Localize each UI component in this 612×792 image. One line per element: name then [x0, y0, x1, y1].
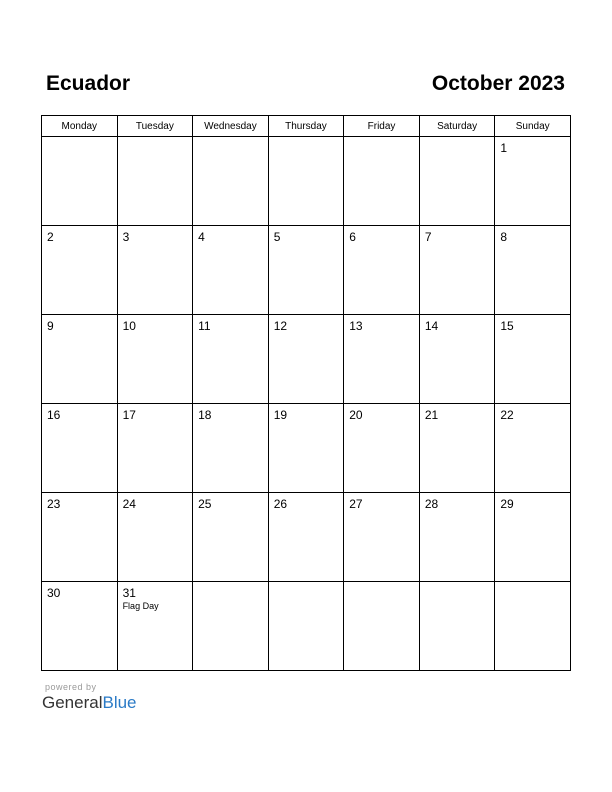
- day-cell: [193, 315, 269, 404]
- day-number: 6: [349, 230, 356, 244]
- day-number: 7: [424, 230, 432, 244]
- day-number: 17: [122, 408, 136, 422]
- day-cell: [495, 137, 571, 226]
- day-cell: [419, 315, 495, 404]
- day-cell: [344, 493, 420, 582]
- day-cell: [268, 226, 344, 315]
- day-number: 20: [349, 408, 363, 422]
- empty-day-cell: [117, 137, 193, 226]
- day-cell: [495, 315, 571, 404]
- weekday-header: Monday: [42, 116, 118, 137]
- powered-by-label: powered by: [45, 682, 97, 692]
- month-year-title: October 2023: [431, 72, 565, 95]
- day-cell: [344, 315, 420, 404]
- day-cell: [193, 226, 269, 315]
- day-number: 29: [500, 497, 514, 511]
- day-number: 19: [273, 408, 288, 422]
- weekday-header: Wednesday: [193, 116, 269, 137]
- day-cell: [117, 582, 193, 671]
- brand-name-part2: Blue: [102, 693, 137, 712]
- day-number: 22: [500, 408, 514, 422]
- empty-day-cell: [344, 582, 420, 671]
- day-cell: [117, 226, 193, 315]
- calendar-grid: [41, 115, 571, 671]
- day-cell: [117, 315, 193, 404]
- empty-day-cell: [42, 137, 118, 226]
- day-number: 12: [273, 319, 288, 333]
- week-row: [42, 315, 571, 404]
- day-cell: [495, 404, 571, 493]
- weekday-header: Friday: [344, 116, 420, 137]
- day-number: 14: [424, 319, 439, 333]
- weekday-header: Thursday: [268, 116, 344, 137]
- day-cell: [117, 404, 193, 493]
- day-number: 18: [198, 408, 212, 422]
- empty-day-cell: [193, 582, 269, 671]
- week-row: [42, 226, 571, 315]
- weekday-header: Saturday: [419, 116, 495, 137]
- empty-day-cell: [419, 137, 495, 226]
- day-cell: [42, 493, 118, 582]
- day-number: 21: [424, 408, 439, 422]
- day-number: 15: [500, 319, 514, 333]
- week-row: [42, 137, 571, 226]
- country-title: Ecuador: [46, 72, 131, 95]
- day-cell: [42, 582, 118, 671]
- day-number: 4: [198, 230, 205, 244]
- day-number: 1: [500, 141, 508, 155]
- day-cell: [42, 226, 118, 315]
- holiday-label: Flag Day: [122, 601, 159, 611]
- empty-day-cell: [419, 582, 495, 671]
- brand-name-part1: General: [42, 693, 103, 712]
- day-number: 3: [122, 230, 130, 244]
- empty-day-cell: [268, 137, 344, 226]
- day-cell: [193, 493, 269, 582]
- day-number: 31: [122, 586, 136, 600]
- day-number: 30: [47, 586, 61, 600]
- day-number: 28: [424, 497, 439, 511]
- day-cell: [344, 226, 420, 315]
- day-cell: [268, 404, 344, 493]
- day-number: 26: [273, 497, 288, 511]
- empty-day-cell: [268, 582, 344, 671]
- day-number: 2: [47, 230, 54, 244]
- day-cell: [419, 226, 495, 315]
- day-number: 9: [47, 319, 54, 333]
- weekday-header: Tuesday: [117, 116, 193, 137]
- day-cell: [268, 493, 344, 582]
- day-number: 11: [198, 319, 211, 333]
- week-row: [42, 493, 571, 582]
- day-cell: [495, 226, 571, 315]
- day-number: 24: [122, 497, 136, 511]
- day-number: 27: [349, 497, 363, 511]
- day-number: 8: [500, 230, 508, 244]
- day-cell: [344, 404, 420, 493]
- day-cell: [495, 493, 571, 582]
- day-cell: [419, 404, 495, 493]
- day-number: 13: [349, 319, 363, 333]
- day-number: 25: [198, 497, 212, 511]
- weekday-header: Sunday: [495, 116, 571, 137]
- day-cell: [193, 404, 269, 493]
- day-number: 5: [273, 230, 281, 244]
- day-cell: [268, 315, 344, 404]
- day-cell: [42, 404, 118, 493]
- week-row: [42, 582, 571, 671]
- empty-day-cell: [344, 137, 420, 226]
- day-number: 16: [47, 408, 61, 422]
- empty-day-cell: [495, 582, 571, 671]
- empty-day-cell: [193, 137, 269, 226]
- week-row: [42, 404, 571, 493]
- weekday-header-row: [42, 116, 571, 137]
- day-cell: [42, 315, 118, 404]
- day-cell: [117, 493, 193, 582]
- day-number: 10: [122, 319, 136, 333]
- day-number: 23: [47, 497, 61, 511]
- brand-logo[interactable]: [42, 693, 137, 713]
- day-cell: [419, 493, 495, 582]
